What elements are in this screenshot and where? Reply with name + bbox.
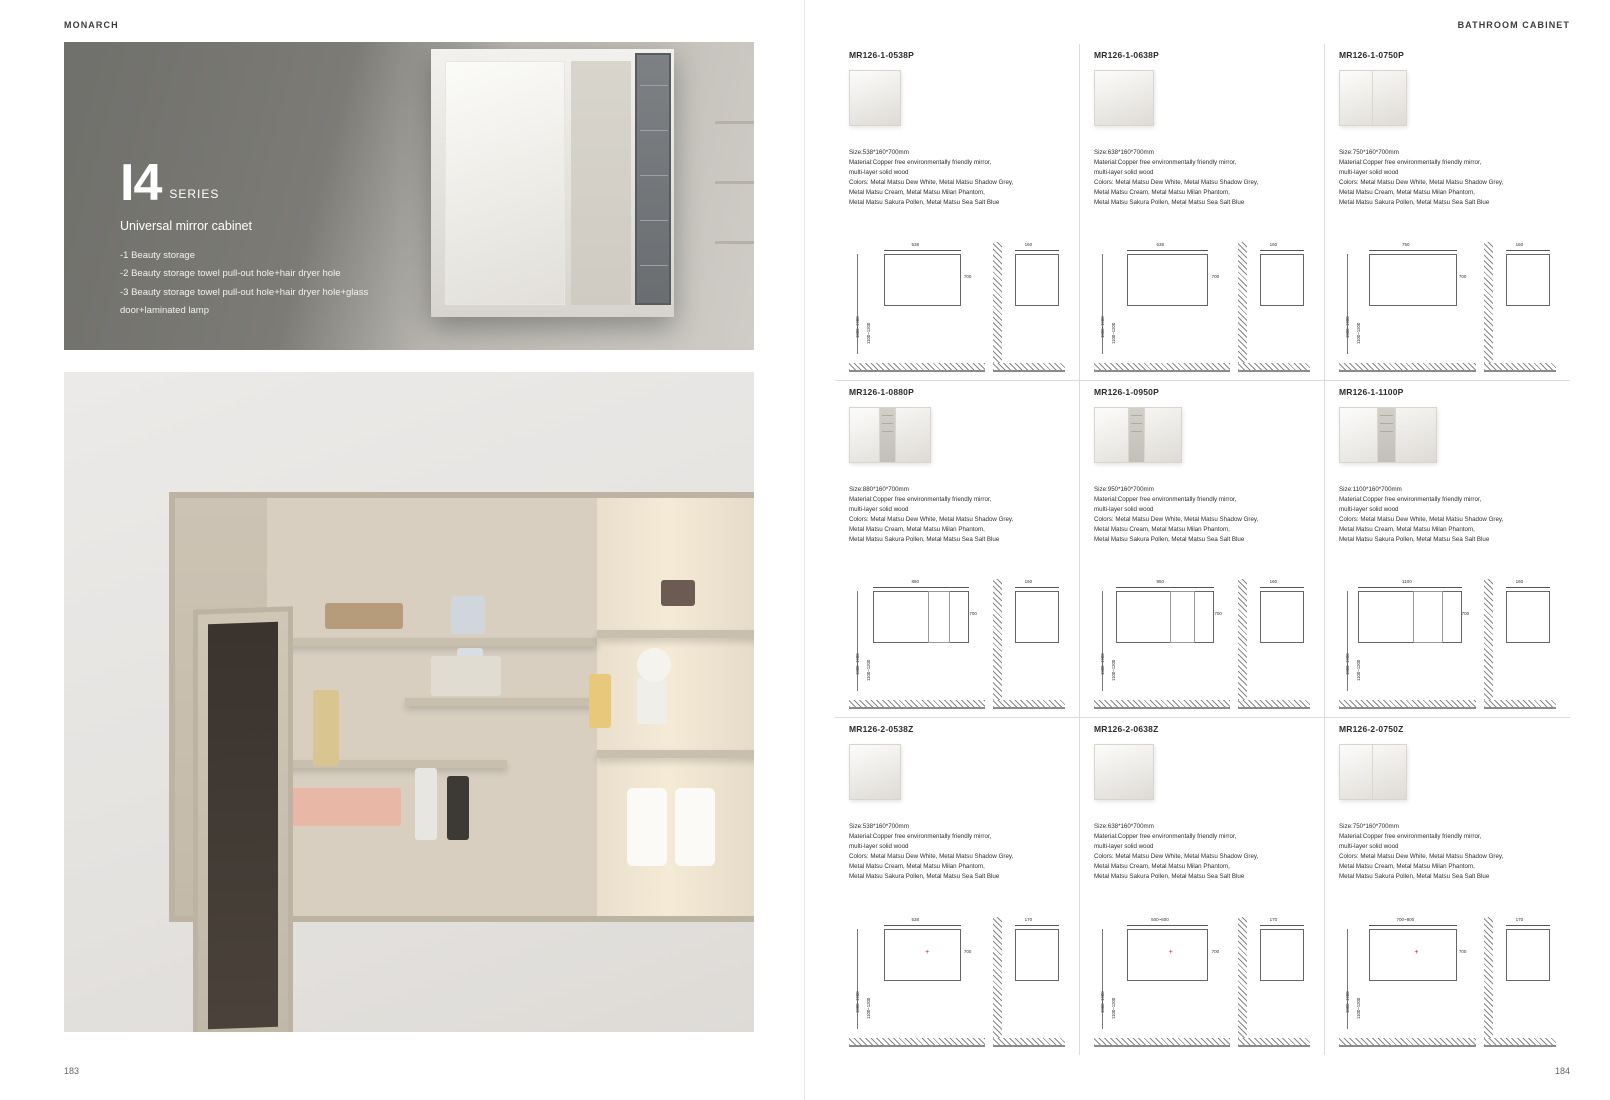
product-thumbnail <box>1339 407 1556 475</box>
spec-material-2: multi-layer solid wood <box>1339 506 1399 514</box>
technical-drawing: 538 + 700 1800~1900 1100~1200 170 <box>849 917 1065 1047</box>
product-specs <box>849 822 1065 882</box>
spec-material-2: multi-layer solid wood <box>849 169 909 177</box>
product-cell[interactable] <box>1080 718 1325 1055</box>
mount-dim-a: 1800~1900 <box>1100 316 1105 338</box>
hero-cabinet-mirror-door <box>445 61 565 305</box>
left-page-header: MONARCH <box>64 20 119 30</box>
dim-depth-label: 160 <box>1024 579 1033 584</box>
technical-drawing <box>1339 579 1556 709</box>
lifestyle-photo <box>64 372 754 1032</box>
product-specs <box>1339 485 1556 545</box>
spec-material-2: multi-layer solid wood <box>1339 169 1399 177</box>
spec-colors-2: Metal Matsu Cream, Metal Matsu Milan Phantom, <box>1094 189 1230 197</box>
spec-colors-2: Metal Matsu Cream, Metal Matsu Milan Phantom, <box>1094 526 1230 534</box>
technical-drawing: 500~600 + 700 1800~1900 1100~1200 170 <box>1094 917 1310 1047</box>
dim-depth-label: 160 <box>1269 579 1278 584</box>
spec-material-1: Material:Copper free environmentally friendly mirror, <box>849 833 992 841</box>
hero-product-image <box>64 42 754 350</box>
dim-height-label: 700 <box>969 611 977 616</box>
feature-item: -3 Beauty storage towel pull-out hole+hair dryer hole+glass <box>120 286 369 298</box>
technical-drawing <box>849 579 1065 709</box>
dim-height-label: 700 <box>963 949 972 954</box>
mount-dim-a: 1800~1900 <box>855 991 860 1013</box>
mount-dim-a: 1800~1900 <box>1345 991 1350 1013</box>
mount-dim-b: 1100~1200 <box>1111 659 1116 681</box>
spec-colors-1: Colors: Metal Matsu Dew White, Metal Matsu Shadow Grey, <box>1094 853 1259 861</box>
product-grid <box>835 44 1570 1055</box>
product-code: MR126-2-0538Z <box>849 724 914 734</box>
product-specs <box>1094 485 1310 545</box>
dim-width-label: 700~800 <box>1396 917 1415 922</box>
dim-width-label: 950 <box>1156 579 1165 584</box>
hero-cabinet-glass-door <box>635 53 671 305</box>
spec-material-1: Material:Copper free environmentally friendly mirror, <box>1094 159 1237 167</box>
product-cell[interactable] <box>1325 381 1570 718</box>
product-code: MR126-1-0950P <box>1094 387 1159 397</box>
spec-material-1: Material:Copper free environmentally friendly mirror, <box>1339 833 1482 841</box>
dim-width-label: 1100 <box>1402 579 1412 584</box>
spec-colors-2: Metal Matsu Cream, Metal Matsu Milan Phantom, <box>849 863 985 871</box>
mount-dim-a: 1800~1900 <box>855 316 860 338</box>
dim-height-label: 700 <box>1214 611 1222 616</box>
spec-material-2: multi-layer solid wood <box>1094 169 1154 177</box>
right-page <box>805 0 1610 1100</box>
feature-item: door+laminated lamp <box>120 305 209 317</box>
spec-colors-3: Metal Matsu Sakura Pollen, Metal Matsu Sea Salt Blue <box>1339 536 1490 544</box>
feature-list <box>120 247 368 321</box>
product-specs <box>849 485 1065 545</box>
dim-width-label: 500~600 <box>1151 917 1169 922</box>
mount-dim-b: 1100~1200 <box>866 659 871 681</box>
dim-depth-label: 160 <box>1515 242 1524 247</box>
product-cell[interactable] <box>1080 44 1325 381</box>
spec-material-1: Material:Copper free environmentally friendly mirror, <box>1094 496 1237 504</box>
spec-size: Size:538*160*700mm <box>849 149 909 156</box>
product-thumbnail <box>1339 70 1556 138</box>
spec-colors-3: Metal Matsu Sakura Pollen, Metal Matsu Sea Salt Blue <box>1094 199 1245 207</box>
dim-depth-label: 160 <box>1024 242 1033 247</box>
mount-dim-a: 1800~1900 <box>1100 653 1105 675</box>
spec-material-2: multi-layer solid wood <box>849 506 909 514</box>
dim-height-label: 700 <box>1461 611 1470 616</box>
product-thumbnail <box>849 407 1065 475</box>
spec-colors-3: Metal Matsu Sakura Pollen, Metal Matsu Sea Salt Blue <box>849 536 1000 544</box>
dim-height-label: 700 <box>963 274 972 279</box>
product-cell[interactable] <box>835 44 1080 381</box>
dim-width-label: 538 <box>911 917 920 922</box>
mount-dim-b: 1100~1200 <box>866 322 871 344</box>
spec-material-1: Material:Copper free environmentally friendly mirror, <box>1339 496 1482 504</box>
spec-size: Size:638*160*700mm <box>1094 823 1154 830</box>
product-thumbnail <box>1094 407 1310 475</box>
mount-dim-b: 1100~1200 <box>1356 322 1361 344</box>
right-page-header: BATHROOM CABINET <box>1457 20 1570 30</box>
dim-depth-label: 160 <box>1269 242 1278 247</box>
product-thumbnail <box>849 744 1065 812</box>
product-code: MR126-1-0880P <box>849 387 914 397</box>
product-thumbnail <box>1339 744 1556 812</box>
mount-dim-b: 1100~1200 <box>866 997 871 1019</box>
hero-cabinet-open-bay <box>571 61 631 305</box>
spec-material-2: multi-layer solid wood <box>1094 506 1154 514</box>
product-code: MR126-2-0750Z <box>1339 724 1404 734</box>
product-code: MR126-1-0638P <box>1094 50 1159 60</box>
dim-width-label: 638 <box>1156 242 1165 247</box>
product-cell[interactable] <box>835 718 1080 1055</box>
spec-colors-2: Metal Matsu Cream, Metal Matsu Milan Phantom, <box>849 189 985 197</box>
hero-cabinet <box>431 49 674 317</box>
spec-colors-3: Metal Matsu Sakura Pollen, Metal Matsu Sea Salt Blue <box>849 199 1000 207</box>
technical-drawing <box>1094 579 1310 709</box>
dim-depth-label: 170 <box>1269 917 1278 922</box>
spec-colors-3: Metal Matsu Sakura Pollen, Metal Matsu Sea Salt Blue <box>1339 873 1490 881</box>
photo-cabinet-body <box>169 492 754 922</box>
spec-colors-1: Colors: Metal Matsu Dew White, Metal Matsu Shadow Grey, <box>1339 179 1504 187</box>
mount-dim-a: 1800~1900 <box>1345 316 1350 338</box>
spec-colors-1: Colors: Metal Matsu Dew White, Metal Matsu Shadow Grey, <box>1094 516 1259 524</box>
dim-height-label: 700 <box>1211 949 1220 954</box>
spec-material-2: multi-layer solid wood <box>1094 843 1154 851</box>
product-specs <box>849 148 1065 208</box>
mount-dim-a: 1800~1900 <box>855 653 860 675</box>
spec-size: Size:750*160*700mm <box>1339 149 1399 156</box>
series-subtitle: Universal mirror cabinet <box>120 218 252 233</box>
spec-size: Size:750*160*700mm <box>1339 823 1399 830</box>
feature-item: -2 Beauty storage towel pull-out hole+hair dryer hole <box>120 268 341 280</box>
spec-material-2: multi-layer solid wood <box>1339 843 1399 851</box>
photo-cabinet-left-door <box>193 606 293 1032</box>
product-specs <box>1094 148 1310 208</box>
product-thumbnail <box>1094 70 1310 138</box>
technical-drawing <box>1339 242 1556 372</box>
spec-size: Size:538*160*700mm <box>849 823 909 830</box>
spec-material-1: Material:Copper free environmentally friendly mirror, <box>1094 833 1237 841</box>
spec-colors-2: Metal Matsu Cream, Metal Matsu Milan Phantom, <box>849 526 985 534</box>
feature-item: -1 Beauty storage <box>120 249 195 261</box>
spec-size: Size:1100*160*700mm <box>1339 486 1402 493</box>
dim-depth-label: 170 <box>1515 917 1524 922</box>
spec-colors-1: Colors: Metal Matsu Dew White, Metal Matsu Shadow Grey, <box>1339 853 1504 861</box>
spec-material-1: Material:Copper free environmentally friendly mirror, <box>849 496 992 504</box>
product-cell[interactable] <box>1080 381 1325 718</box>
spec-colors-1: Colors: Metal Matsu Dew White, Metal Matsu Shadow Grey, <box>1339 516 1504 524</box>
product-thumbnail <box>849 70 1065 138</box>
spec-colors-1: Colors: Metal Matsu Dew White, Metal Matsu Shadow Grey, <box>849 179 1014 187</box>
product-specs <box>1094 822 1310 882</box>
product-code: MR126-1-0538P <box>849 50 914 60</box>
product-code: MR126-1-0750P <box>1339 50 1404 60</box>
product-specs <box>1339 148 1556 208</box>
dim-depth-label: 170 <box>1024 917 1033 922</box>
dim-depth-label: 160 <box>1515 579 1524 584</box>
mount-dim-a: 1800~1900 <box>1345 653 1350 675</box>
technical-drawing: 700~800 + 700 1800~1900 1100~1200 170 <box>1339 917 1556 1047</box>
spec-colors-2: Metal Matsu Cream, Metal Matsu Milan Phantom, <box>1339 189 1475 197</box>
technical-drawing <box>1094 242 1310 372</box>
spec-colors-1: Colors: Metal Matsu Dew White, Metal Matsu Shadow Grey, <box>849 516 1014 524</box>
product-thumbnail <box>1094 744 1310 812</box>
spec-colors-1: Colors: Metal Matsu Dew White, Metal Matsu Shadow Grey, <box>849 853 1014 861</box>
series-word: SERIES <box>169 187 220 201</box>
mount-dim-b: 1100~1200 <box>1111 997 1116 1019</box>
dim-width-label: 750 <box>1402 242 1410 247</box>
spec-colors-2: Metal Matsu Cream, Metal Matsu Milan Phantom, <box>1339 526 1475 534</box>
spec-colors-1: Colors: Metal Matsu Dew White, Metal Matsu Shadow Grey, <box>1094 179 1259 187</box>
spec-material-2: multi-layer solid wood <box>849 843 909 851</box>
product-cell[interactable] <box>1325 718 1570 1055</box>
series-number: I4 <box>120 154 162 212</box>
spec-colors-2: Metal Matsu Cream, Metal Matsu Milan Phantom, <box>1094 863 1230 871</box>
dim-height-label: 700 <box>1458 949 1467 954</box>
left-page-number: 183 <box>64 1066 80 1076</box>
dim-height-label: 700 <box>1458 274 1467 279</box>
product-code: MR126-1-1100P <box>1339 387 1404 397</box>
spec-size: Size:950*160*700mm <box>1094 486 1154 493</box>
spec-material-1: Material:Copper free environmentally friendly mirror, <box>1339 159 1482 167</box>
dim-width-label: 880 <box>911 579 920 584</box>
product-cell[interactable] <box>1325 44 1570 381</box>
spec-colors-2: Metal Matsu Cream, Metal Matsu Milan Phantom, <box>1339 863 1475 871</box>
right-page-number: 184 <box>1554 1066 1570 1076</box>
product-code: MR126-2-0638Z <box>1094 724 1159 734</box>
spec-size: Size:638*160*700mm <box>1094 149 1154 156</box>
mount-dim-a: 1800~1900 <box>1100 991 1105 1013</box>
mount-dim-b: 1100~1200 <box>1111 322 1116 344</box>
technical-drawing <box>849 242 1065 372</box>
spec-material-1: Material:Copper free environmentally friendly mirror, <box>849 159 992 167</box>
dim-height-label: 700 <box>1211 274 1220 279</box>
spec-colors-3: Metal Matsu Sakura Pollen, Metal Matsu Sea Salt Blue <box>1339 199 1490 207</box>
spec-colors-3: Metal Matsu Sakura Pollen, Metal Matsu Sea Salt Blue <box>849 873 1000 881</box>
dim-width-label: 538 <box>911 242 920 247</box>
product-specs <box>1339 822 1556 882</box>
hero-caption <box>120 154 369 321</box>
spec-colors-3: Metal Matsu Sakura Pollen, Metal Matsu Sea Salt Blue <box>1094 536 1245 544</box>
spec-colors-3: Metal Matsu Sakura Pollen, Metal Matsu Sea Salt Blue <box>1094 873 1245 881</box>
mount-dim-b: 1100~1200 <box>1356 997 1361 1019</box>
spec-size: Size:880*160*700mm <box>849 486 909 493</box>
mount-dim-b: 1100~1200 <box>1356 659 1361 681</box>
product-cell[interactable] <box>835 381 1080 718</box>
